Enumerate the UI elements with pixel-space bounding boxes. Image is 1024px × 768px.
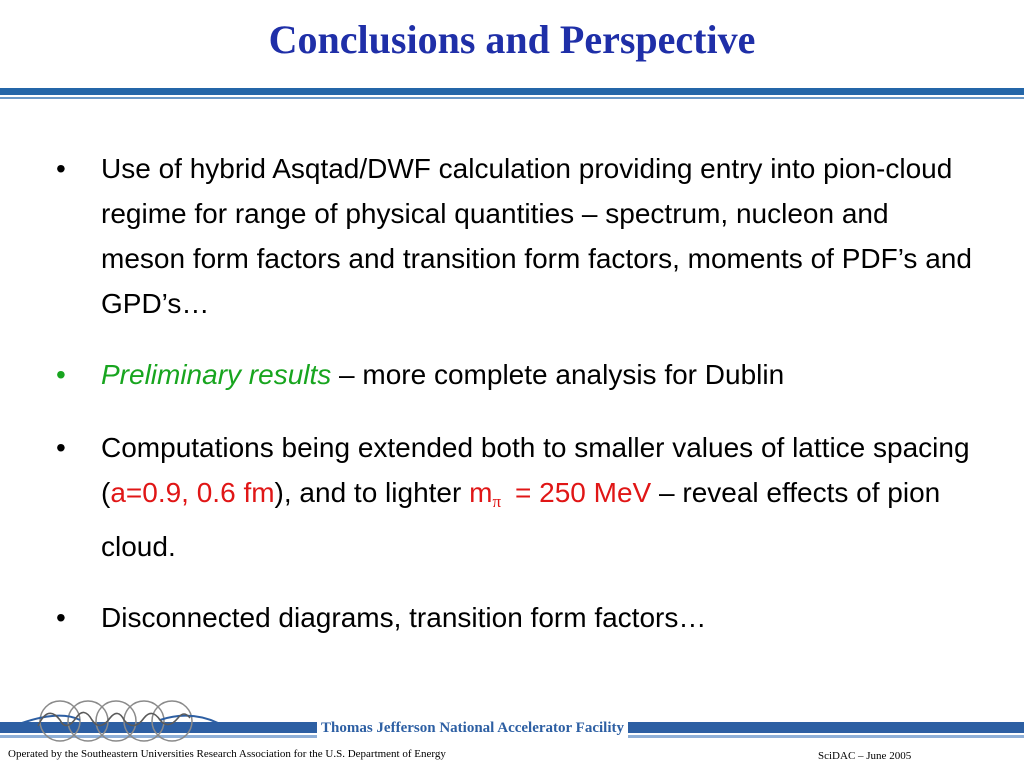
slide-title: Conclusions and Perspective bbox=[268, 17, 756, 62]
bullet-text: ), and to lighter bbox=[274, 477, 470, 508]
facility-name: Thomas Jefferson National Accelerator Facility bbox=[317, 718, 628, 738]
bullet-text: Computations being extended both to smaller values of lattice spacing ( bbox=[101, 432, 970, 508]
bullet-item-preliminary-results bbox=[56, 352, 976, 397]
bullet-text: – more complete analysis for Dublin bbox=[331, 359, 785, 390]
title-divider bbox=[0, 88, 1024, 95]
bullet-item-computations bbox=[56, 425, 976, 569]
jefferson-lab-logo bbox=[20, 690, 220, 752]
pion-mass-value: = 250 MeV bbox=[515, 477, 652, 508]
bullet-item-hybrid-calculation bbox=[56, 146, 976, 326]
bullet-emphasis: Preliminary results bbox=[101, 359, 332, 390]
bullet-dot: • bbox=[56, 153, 66, 184]
bullet-text: – reveal effects of pion cloud. bbox=[101, 477, 941, 562]
bullet-dot: • bbox=[56, 602, 66, 633]
title-divider-thin bbox=[0, 97, 1024, 99]
bullet-list bbox=[56, 146, 976, 666]
lattice-spacing-values: a=0.9, 0.6 fm bbox=[110, 477, 275, 508]
bullet-item-disconnected-diagrams bbox=[56, 595, 976, 640]
bullet-text: Use of hybrid Asqtad/DWF calculation providing entry into pion-cloud regime for range of physical quantities – spectrum, nucleon and meson form factors and transition form factors, moments of PDF’s and GPD’s… bbox=[101, 153, 972, 319]
bullet-dot: • bbox=[56, 359, 66, 390]
operated-by-note: Operated by the Southeastern Universities Research Association for the U.S. Department of Energy bbox=[8, 748, 446, 760]
pion-mass-symbol: m bbox=[469, 477, 493, 508]
pion-subscript: π bbox=[492, 492, 502, 511]
bullet-text: Disconnected diagrams, transition form factors… bbox=[101, 602, 707, 633]
bullet-dot: • bbox=[56, 432, 66, 463]
event-date: SciDAC – June 2005 bbox=[818, 750, 912, 762]
